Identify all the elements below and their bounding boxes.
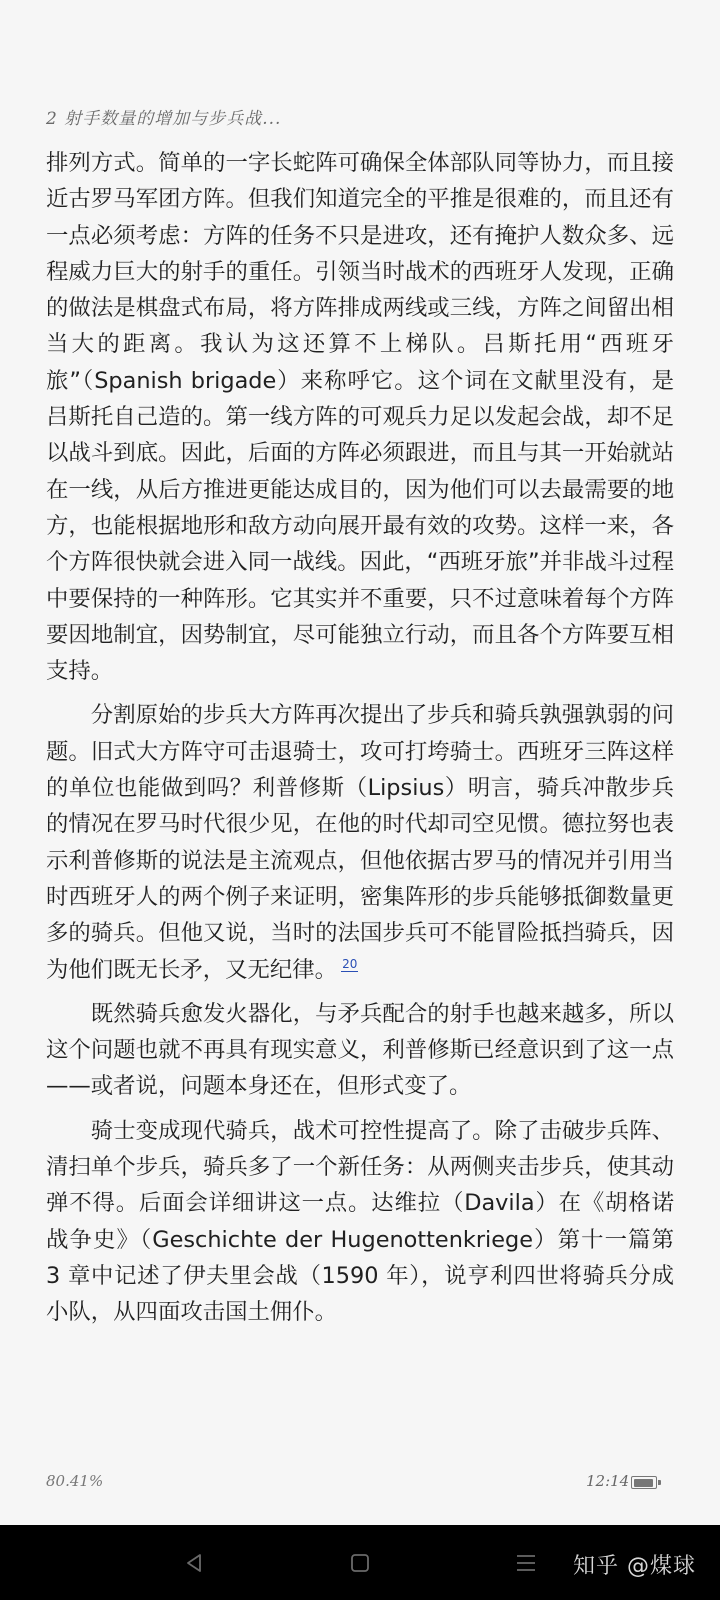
watermark: 知乎 @煤球: [573, 1554, 696, 1579]
battery-tip: [658, 1480, 661, 1485]
battery-level: [634, 1479, 653, 1487]
paragraph-1: 排列方式。简单的一字长蛇阵可确保全体部队同等协力，而且接近古罗马军团方阵。但我们知道完全的平推是很难的，而且还有一点必须考虑：方阵的任务不只是进攻，还有掩护人数众多、远程威力巨大的射手的重任。引领当时战术的西班牙人发现，正确的做法是棋盘式布局，将方阵排成两线或三线，方阵之间留出相当大的距离。我认为这还算不上梯队。吕斯托用“西班牙旅”（Spanish brigade）来称呼它。这个词在文献里没有，是吕斯托自己造的。第一线方阵的可观兵力足以发起会战，却不足以战斗到底。因此，后面的方阵必须跟进，而且与其一开始就站在一线，从后方推进更能达成目的，因为他们可以去最需要的地方，也能根据地形和敌方动向展开最有效的攻势。这样一来，各个方阵很快就会进入同一战线。因此，“西班牙旅”并非战斗过程中要保持的一种阵形。它其实并不重要，只不过意味着每个方阵要因地制宜，因势制宜，尽可能独立行动，而且各个方阵要互相支持。: [46, 150, 674, 685]
footnote-link[interactable]: 20: [342, 957, 358, 972]
chapter-body: [46, 145, 674, 1339]
recents-button[interactable]: [510, 1547, 542, 1579]
home-button[interactable]: [344, 1547, 376, 1579]
back-icon: [182, 1551, 206, 1575]
back-button[interactable]: [178, 1547, 210, 1579]
menu-icon: [514, 1551, 538, 1575]
status-time: 12:14: [586, 1472, 630, 1490]
system-navigation-bar: [0, 1525, 720, 1600]
paragraph-2-text: 分割原始的步兵大方阵再次提出了步兵和骑兵孰强孰弱的问题。旧式大方阵守可击退骑士，攻可打垮骑士。西班牙三阵这样的单位也能做到吗？利普修斯（Lipsius）明言，骑兵冲散步兵的情况在罗马时代很少见，在他的时代却司空见惯。德拉努也表示利普修斯的说法是主流观点，但他依据古罗马的情况并引用当时西班牙人的两个例子来证明，密集阵形的步兵能够抵御数量更多的骑兵。但他又说，当时的法国步兵可不能冒险抵挡骑兵，因为他们既无长矛，又无纪律。: [46, 702, 674, 983]
chapter-title: 2 射手数量的增加与步兵战...: [46, 109, 282, 129]
reading-progress: 80.41%: [46, 1472, 104, 1490]
battery-icon: [631, 1476, 657, 1489]
paragraph-2: [46, 697, 674, 987]
paragraph-4: 骑士变成现代骑兵，战术可控性提高了。除了击破步兵阵、清扫单个步兵，骑兵多了一个新任务：从两侧夹击步兵，使其动弹不得。后面会详细讲这一点。达维拉（Davila）在《胡格诺战争史》（Geschichte der Hugenottenkriege）第十一篇第 3 章中记述了伊夫里会战（1590 年），说亨利四世将骑兵分成小队，从四面攻击国土佣仆。: [46, 1117, 674, 1326]
home-icon: [348, 1551, 372, 1575]
paragraph-3: 既然骑兵愈发火器化，与矛兵配合的射手也越来越多，所以这个问题也就不再具有现实意义，利普修斯已经意识到了这一点——或者说，问题本身还在，但形式变了。: [46, 1000, 674, 1100]
